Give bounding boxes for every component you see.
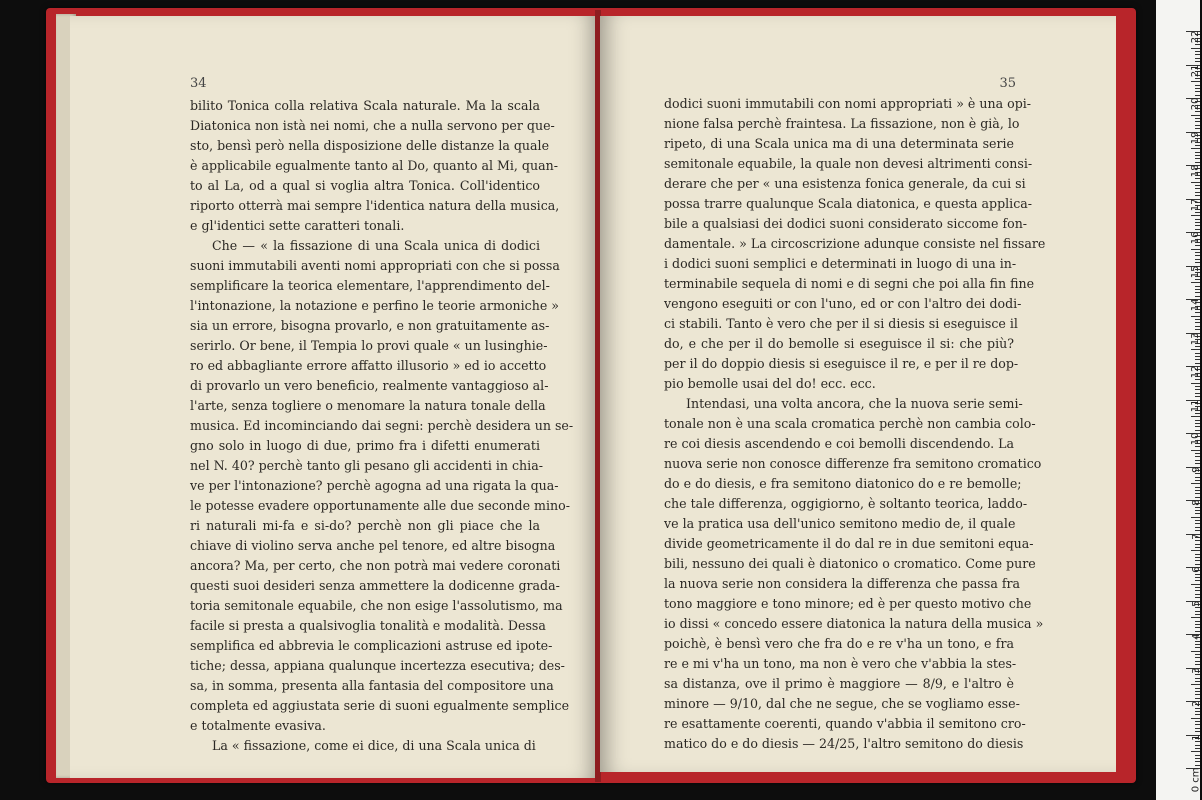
text-line: damentale. » La circoscrizione adunque consiste nel fissare: [664, 236, 1046, 251]
ruler-tick: [1195, 557, 1200, 558]
ruler-tick: [1195, 152, 1200, 153]
ruler-tick: [1195, 523, 1200, 524]
ruler-tick: [1195, 594, 1200, 595]
text-line: musica. Ed incominciando dai segni: perchè desidera un se-: [190, 418, 574, 433]
text-line: ve la pratica usa dell'unico semitono medio de, il quale: [664, 516, 1016, 531]
text-line: dodici suoni immutabili con nomi appropriati » è una opi-: [664, 96, 1032, 111]
text-line: ancora? Ma, per certo, che non potrà mai vedere coronati: [190, 558, 561, 573]
text-line: re e mi v'ha un tono, ma non è vero che v'abbia la stes-: [664, 656, 1017, 671]
text-line: che tale differenza, oggigiorno, è soltanto teorica, laddo-: [664, 496, 1028, 511]
text-line: tiche; dessa, appiana qualunque incertezza esecutiva; des-: [190, 658, 565, 673]
ruler-tick: [1191, 550, 1200, 551]
ruler-tick: [1195, 456, 1200, 457]
text-line: le potesse evadere opportunamente alle due seconde mino-: [190, 498, 570, 513]
text-line: nuova serie non conosce differenze fra semitono cromatico: [664, 456, 1042, 471]
ruler-tick: [1195, 118, 1200, 119]
text-line: to al La, od a qual si voglia altra Tonica. Coll'identico: [190, 178, 540, 193]
text-line: ve per l'intonazione? perchè agogna ad una rigata la qua-: [190, 478, 559, 493]
ruler-tick: [1195, 85, 1200, 86]
ruler-tick: [1195, 195, 1200, 196]
ruler-tick: [1191, 81, 1200, 82]
ruler-tick: [1191, 517, 1200, 518]
ruler-tick: [1195, 547, 1200, 548]
text-line: i dodici suoni semplici e determinati in luogo di una in-: [664, 256, 1017, 271]
ruler-label: 16: [1190, 231, 1202, 245]
ruler-tick: [1195, 423, 1200, 424]
text-line: sto, bensì però nella disposizione delle distanze la quale: [190, 138, 550, 153]
ruler-tick: [1195, 430, 1200, 431]
ruler-tick: [1195, 252, 1200, 253]
text-line: chiave di violino serva anche pel tenore, ed altre bisogna: [190, 538, 556, 553]
ruler-tick: [1195, 560, 1200, 561]
ruler-label: 11: [1190, 399, 1202, 412]
ruler-tick: [1195, 597, 1200, 598]
ruler-tick: [1195, 614, 1200, 615]
ruler-tick: [1195, 477, 1200, 478]
ruler-tick: [1195, 292, 1200, 293]
ruler-label: 21: [1190, 64, 1202, 77]
ruler-tick: [1195, 279, 1200, 280]
ruler-tick: [1195, 51, 1200, 52]
ruler-tick: [1195, 728, 1200, 729]
ruler-tick: [1195, 587, 1200, 588]
ruler-tick: [1195, 312, 1200, 313]
ruler-tick: [1195, 641, 1200, 642]
ruler-tick: [1191, 584, 1200, 585]
text-line: bili, nessuno dei quali è diatonico o cromatico. Come pure: [664, 556, 1036, 571]
ruler-label: 20: [1190, 97, 1202, 111]
ruler-tick: [1195, 657, 1200, 658]
ruler-tick: [1195, 510, 1200, 511]
text-line: poichè, è bensì vero che fra do e re v'ha un tono, e fra: [664, 636, 1014, 651]
text-line: completa ed aggiustata serie di suoni egualmente semplice: [190, 698, 570, 713]
ruler-label: 18: [1190, 164, 1202, 178]
ruler-tick: [1195, 580, 1200, 581]
ruler-label: 19: [1190, 131, 1202, 144]
ruler-tick: [1191, 316, 1200, 317]
ruler-tick: [1195, 326, 1200, 327]
text-line: semitonale equabile, la quale non devesi altrimenti consi-: [664, 156, 1033, 171]
ruler-tick: [1195, 192, 1200, 193]
ruler-tick: [1195, 225, 1200, 226]
ruler-tick: [1195, 714, 1200, 715]
page-number: 35: [999, 76, 1016, 91]
ruler-label: 0 cm: [1190, 767, 1202, 793]
ruler-tick: [1195, 453, 1200, 454]
ruler-tick: [1191, 751, 1200, 752]
right-page: [600, 16, 1116, 772]
text-line: ri naturali mi-fa e si-do? perchè non gli piace che la: [190, 518, 540, 533]
ruler-tick: [1195, 644, 1200, 645]
ruler-tick: [1195, 262, 1200, 263]
text-line: semplifica ed abbrevia le complicazioni astruse ed ipote-: [190, 638, 553, 653]
text-line: do e do diesis, e fra semitono diatonico do e re bemolle;: [664, 476, 1022, 491]
ruler-tick: [1195, 322, 1200, 323]
ruler-tick: [1195, 654, 1200, 655]
text-line: derare che per « una esistenza fonica generale, da cui si: [664, 176, 1026, 191]
ruler-tick: [1195, 188, 1200, 189]
ruler-label: 9: [1190, 466, 1202, 473]
ruler-tick: [1195, 513, 1200, 514]
ruler-tick: [1195, 681, 1200, 682]
ruler-tick: [1195, 329, 1200, 330]
text-line: l'arte, senza togliere o menomare la natura tonale della: [190, 398, 546, 413]
page-text: [190, 96, 574, 756]
ruler-tick: [1195, 44, 1200, 45]
text-line: nel N. 40? perchè tanto gli pesano gli accidenti in chia-: [190, 458, 543, 473]
ruler-tick: [1191, 182, 1200, 183]
ruler-tick: [1195, 721, 1200, 722]
text-line: questi suoi desideri senza ammettere la dodicenne grada-: [190, 578, 560, 593]
ruler-tick: [1195, 61, 1200, 62]
text-line: ci stabili. Tanto è vero che per il si diesis si eseguisce il: [664, 316, 1018, 331]
ruler-tick: [1195, 473, 1200, 474]
page-text: [664, 94, 1046, 754]
text-line: re esattamente coerenti, quando v'abbia il semitono cro-: [664, 716, 1026, 731]
text-line: per il do doppio diesis si eseguisce il re, e per il re dop-: [664, 356, 1019, 371]
ruler-tick: [1195, 564, 1200, 565]
ruler-label: 4: [1190, 633, 1202, 640]
ruler-tick: [1195, 627, 1200, 628]
text-line: è applicabile egualmente tanto al Do, quanto al Mi, quan-: [190, 158, 558, 173]
ruler-label: 10: [1190, 432, 1202, 446]
ruler-tick: [1195, 158, 1200, 159]
text-line: e totalmente evasiva.: [190, 718, 326, 733]
text-line: semplificare la teorica elementare, l'apprendimento del-: [190, 278, 550, 293]
ruler-tick: [1195, 688, 1200, 689]
ruler-tick: [1195, 396, 1200, 397]
text-line: tono maggiore e tono minore; ed è per questo motivo che: [664, 596, 1032, 611]
ruler-tick: [1195, 393, 1200, 394]
ruler-tick: [1191, 450, 1200, 451]
ruler-tick: [1195, 319, 1200, 320]
ruler-tick: [1195, 78, 1200, 79]
text-line: minore — 9/10, dal che ne segue, che se vogliamo esse-: [664, 696, 1020, 711]
text-line: terminabile sequela di nomi e di segni che poi alla fin fine: [664, 276, 1035, 291]
ruler-tick: [1195, 711, 1200, 712]
ruler-tick: [1195, 493, 1200, 494]
ruler-tick: [1195, 741, 1200, 742]
text-line: nione falsa perchè fraintesa. La fissazione, non è già, lo: [664, 116, 1020, 131]
ruler-tick: [1195, 91, 1200, 92]
ruler-tick: [1191, 483, 1200, 484]
ruler-tick: [1195, 497, 1200, 498]
ruler-tick: [1195, 356, 1200, 357]
text-line: suoni immutabili aventi nomi appropriati con che si possa: [190, 258, 560, 273]
ruler-tick: [1195, 111, 1200, 112]
ruler-label: 6: [1190, 566, 1202, 573]
ruler-tick: [1195, 577, 1200, 578]
text-line: sa distanza, ove il primo è maggiore — 8/9, e l'altro è: [664, 676, 1014, 691]
ruler-tick: [1191, 349, 1200, 350]
ruler-label: 1: [1190, 734, 1202, 741]
ruler-label: 7: [1190, 533, 1202, 540]
ruler-tick: [1195, 480, 1200, 481]
text-line: re coi diesis ascendendo e coi bemolli discendendo. La: [664, 436, 1014, 451]
text-line: riporto otterrà mai sempre l'identica natura della musica,: [190, 198, 560, 213]
ruler-tick: [1195, 631, 1200, 632]
text-line: l'intonazione, la notazione e perfino le teorie armoniche »: [190, 298, 560, 313]
ruler-tick: [1195, 698, 1200, 699]
ruler-tick: [1195, 95, 1200, 96]
ruler-tick: [1191, 651, 1200, 652]
text-line: di provarlo un vero beneficio, realmente vantaggioso al-: [190, 378, 549, 393]
text-line: sia un errore, bisogna provarlo, e non gratuitamente as-: [190, 318, 550, 333]
ruler-tick: [1195, 758, 1200, 759]
ruler-tick: [1195, 694, 1200, 695]
ruler-tick: [1191, 148, 1200, 149]
ruler-tick: [1195, 58, 1200, 59]
ruler-tick: [1195, 554, 1200, 555]
ruler-tick: [1195, 229, 1200, 230]
ruler-tick: [1195, 520, 1200, 521]
ruler-tick: [1195, 708, 1200, 709]
ruler-tick: [1195, 88, 1200, 89]
ruler-tick: [1195, 691, 1200, 692]
ruler-tick: [1195, 145, 1200, 146]
ruler-tick: [1195, 54, 1200, 55]
ruler-tick: [1191, 684, 1200, 685]
ruler-tick: [1195, 121, 1200, 122]
ruler-tick: [1195, 674, 1200, 675]
ruler-tick: [1195, 745, 1200, 746]
text-line: Intendasi, una volta ancora, che la nuova serie semi-: [686, 396, 1023, 411]
ruler-tick: [1191, 215, 1200, 216]
ruler-tick: [1195, 185, 1200, 186]
text-line: Diatonica non istà nei nomi, che a nulla servono per que-: [190, 118, 555, 133]
text-line: divide geometricamente il do dal re in due semitoni equa-: [664, 536, 1034, 551]
ruler-tick: [1195, 296, 1200, 297]
ruler-tick: [1195, 222, 1200, 223]
ruler-tick: [1195, 426, 1200, 427]
ruler-tick: [1191, 383, 1200, 384]
ruler-tick: [1195, 487, 1200, 488]
ruler-tick: [1195, 544, 1200, 545]
text-line: tonale non è una scala cromatica perchè non cambia colo-: [664, 416, 1036, 431]
ruler-tick: [1195, 527, 1200, 528]
ruler-tick: [1191, 282, 1200, 283]
text-line: sa, in somma, presenta alla fantasia del compositore una: [190, 678, 554, 693]
ruler-tick: [1195, 748, 1200, 749]
text-line: gno solo in luogo di due, primo fra i difetti enumerati: [190, 438, 540, 453]
measuring-ruler: [1156, 0, 1200, 800]
text-line: ripeto, di una Scala unica ma di una determinata serie: [664, 136, 1014, 151]
ruler-tick: [1195, 540, 1200, 541]
ruler-tick: [1195, 765, 1200, 766]
ruler-label: 14: [1190, 298, 1202, 312]
ruler-tick: [1195, 128, 1200, 129]
ruler-tick: [1191, 718, 1200, 719]
page-number: 34: [190, 76, 207, 91]
ruler-tick: [1195, 289, 1200, 290]
ruler-tick: [1191, 617, 1200, 618]
ruler-tick: [1195, 162, 1200, 163]
ruler-tick: [1195, 446, 1200, 447]
ruler-tick: [1195, 590, 1200, 591]
ruler-tick: [1195, 386, 1200, 387]
ruler-tick: [1195, 755, 1200, 756]
ruler-tick: [1195, 460, 1200, 461]
ruler-tick: [1195, 507, 1200, 508]
ruler-tick: [1195, 219, 1200, 220]
text-line: vengono eseguiti or con l'uno, ed or con l'altro dei dodi-: [664, 296, 1022, 311]
ruler-tick: [1191, 249, 1200, 250]
text-line: ro ed abbagliante errore affatto illusorio » ed io accetto: [190, 358, 547, 373]
ruler-label: 2: [1190, 700, 1202, 707]
ruler-tick: [1195, 611, 1200, 612]
ruler-label: 22: [1190, 30, 1202, 44]
text-line: do, e che per il do bemolle si eseguisce il si: che più?: [664, 336, 1014, 351]
text-line: La « fissazione, come ei dice, di una Scala unica di: [212, 738, 536, 753]
ruler-tick: [1195, 724, 1200, 725]
text-line: bilito Tonica colla relativa Scala naturale. Ma la scala: [190, 98, 540, 113]
ruler-tick: [1191, 115, 1200, 116]
ruler-tick: [1195, 245, 1200, 246]
ruler-tick: [1195, 607, 1200, 608]
ruler-tick: [1195, 255, 1200, 256]
text-line: pio bemolle usai del do! ecc. ecc.: [664, 376, 876, 391]
ruler-tick: [1195, 664, 1200, 665]
ruler-tick: [1195, 359, 1200, 360]
ruler-tick: [1195, 353, 1200, 354]
ruler-label: 13: [1190, 332, 1202, 345]
text-line: matico do e do diesis — 24/25, l'altro semitono do diesis: [664, 736, 1024, 751]
ruler-tick: [1195, 286, 1200, 287]
ruler-tick: [1191, 48, 1200, 49]
ruler-tick: [1195, 678, 1200, 679]
text-line: la nuova serie non considera la differenza che passa fra: [664, 576, 1021, 591]
left-page: [70, 16, 598, 778]
ruler-label: 17: [1190, 198, 1202, 211]
ruler-tick: [1195, 624, 1200, 625]
ruler-tick: [1195, 413, 1200, 414]
ruler-tick: [1195, 761, 1200, 762]
text-line: io dissi « concedo essere diatonica la natura della musica »: [664, 616, 1044, 631]
ruler-label: 3: [1190, 667, 1202, 674]
ruler-tick: [1195, 389, 1200, 390]
ruler-tick: [1191, 416, 1200, 417]
text-line: serirlo. Or bene, il Tempia lo provi quale « un lusinghie-: [190, 338, 548, 353]
ruler-label: 12: [1190, 365, 1202, 379]
ruler-label: 8: [1190, 499, 1202, 506]
text-line: facile si presta a qualsivoglia tonalità e modalità. Dessa: [190, 618, 546, 633]
ruler-tick: [1195, 379, 1200, 380]
ruler-tick: [1195, 463, 1200, 464]
ruler-tick: [1195, 530, 1200, 531]
ruler-tick: [1195, 212, 1200, 213]
ruler-tick: [1195, 178, 1200, 179]
ruler-tick: [1195, 259, 1200, 260]
ruler-tick: [1195, 363, 1200, 364]
ruler-tick: [1195, 420, 1200, 421]
text-line: toria semitonale equabile, che non esige l'assolutismo, ma: [190, 598, 563, 613]
ruler-tick: [1195, 125, 1200, 126]
ruler-tick: [1195, 490, 1200, 491]
ruler-tick: [1195, 621, 1200, 622]
text-line: bile a qualsiasi dei dodici suoni considerato siccome fon-: [664, 216, 1028, 231]
text-line: possa trarre qualunque Scala diatonica, e questa applica-: [664, 196, 1033, 211]
ruler-label: 5: [1190, 600, 1202, 607]
ruler-label: 15: [1190, 265, 1202, 278]
ruler-tick: [1195, 731, 1200, 732]
text-line: Che — « la fissazione di una Scala unica di dodici: [212, 238, 540, 253]
ruler-tick: [1195, 574, 1200, 575]
ruler-tick: [1195, 346, 1200, 347]
text-line: e gl'identici sette caratteri tonali.: [190, 218, 405, 233]
ruler-tick: [1195, 647, 1200, 648]
ruler-tick: [1195, 661, 1200, 662]
ruler-tick: [1195, 155, 1200, 156]
